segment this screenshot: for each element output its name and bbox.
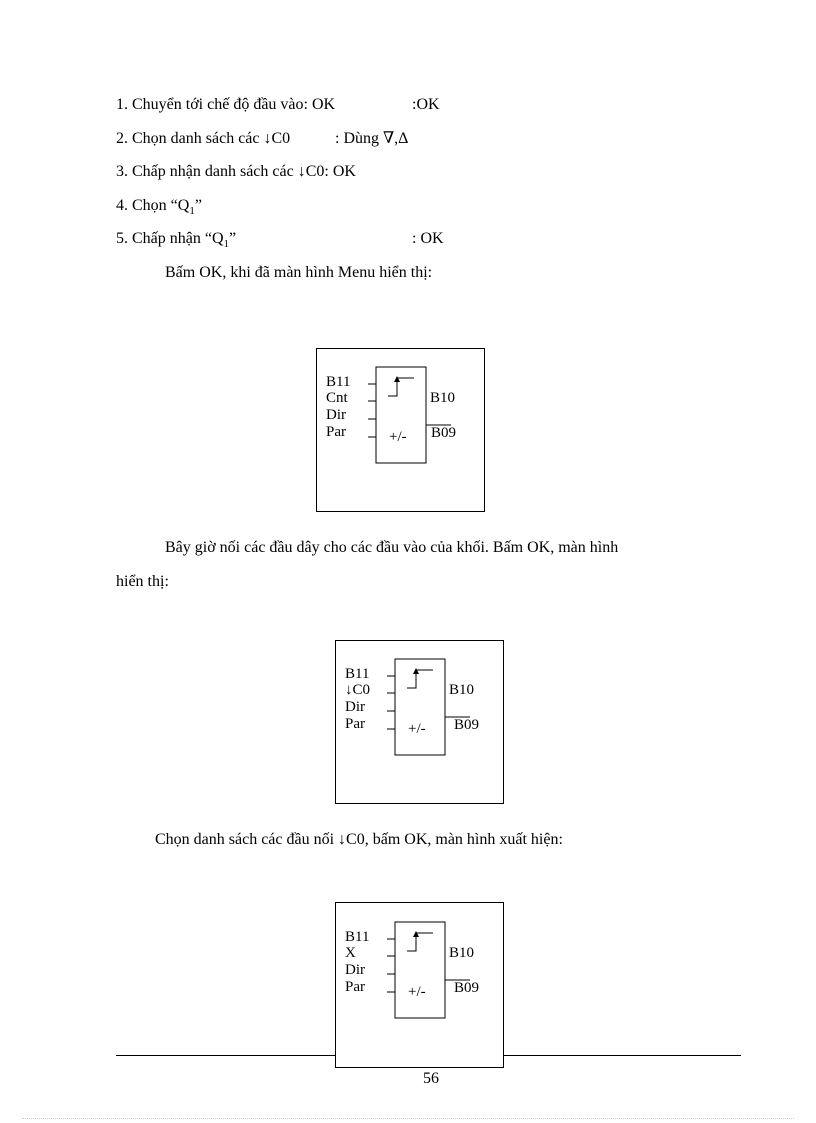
step-5-text-after: ”: [229, 230, 237, 247]
step-2-number: 2.: [116, 130, 128, 147]
screen-1-block-symbol: +/-: [389, 429, 407, 445]
paragraph-3: Chọn danh sách các đầu nối ↓C0, bấm OK, màn hình xuất hiện:: [155, 831, 563, 848]
step-5-text-before: Chấp nhận “Q: [132, 230, 224, 247]
screen-2-output-top: B10: [449, 682, 475, 698]
step-1: [116, 95, 440, 115]
screen-2-input-3: Dir: [345, 699, 365, 715]
screen-1-output-top: B10: [430, 390, 456, 406]
step-1-number: 1.: [116, 96, 128, 113]
paragraph-2-line-2: hiển thị:: [116, 573, 169, 590]
screen-3-input-1: B11: [345, 929, 370, 945]
screen-3-output-bottom: B09: [454, 980, 480, 996]
step-2-text: Chọn danh sách các ↓C0: [132, 130, 291, 147]
step-5-action: : OK: [412, 230, 444, 247]
step-5: [116, 229, 444, 254]
screen-3-input-4: Par: [345, 979, 365, 995]
screen-2-input-2: ↓C0: [345, 682, 371, 698]
screen-3-input-2: X: [345, 945, 356, 961]
step-4-text-before: Chọn “Q: [132, 197, 190, 214]
screen-3-input-3: Dir: [345, 962, 365, 978]
step-3-text: Chấp nhận danh sách các ↓C0: OK: [132, 163, 356, 180]
screen-1-input-2: Cnt: [326, 390, 348, 406]
step-5-number: 5.: [116, 230, 128, 247]
screen-2-output-bottom: B09: [454, 717, 480, 733]
paragraph-2-line-1: Bây giờ nối các đầu dây cho các đầu vào của khối. Bấm OK, màn hình: [165, 539, 619, 556]
step-1-text: Chuyển tới chế độ đầu vào: OK: [132, 96, 336, 113]
step-3-number: 3.: [116, 163, 128, 180]
step-3: [116, 162, 356, 182]
lcd-screen-2: [335, 640, 504, 804]
lcd-screen-3: [335, 902, 504, 1068]
paragraph-1: Bấm OK, khi đã màn hình Menu hiển thị:: [165, 264, 433, 281]
footer-rule-right: [503, 1055, 741, 1056]
screen-2-input-4: Par: [345, 716, 365, 732]
step-4-subscript: 1: [189, 205, 195, 218]
step-2: [116, 129, 409, 149]
screen-2-input-1: B11: [345, 666, 370, 682]
page-number: 56: [423, 1070, 439, 1087]
screen-1-input-3: Dir: [326, 407, 346, 423]
step-4: [116, 196, 202, 221]
screen-1-output-bottom: B09: [431, 425, 457, 441]
step-4-text-after: ”: [194, 197, 202, 214]
step-1-action: :OK: [412, 96, 440, 113]
step-4-number: 4.: [116, 197, 128, 214]
screen-1-input-1: B11: [326, 374, 351, 390]
screen-3-output-top: B10: [449, 945, 475, 961]
step-5-subscript: 1: [223, 238, 230, 251]
step-2-action: : Dùng ∇,Δ: [335, 130, 409, 147]
lcd-screen-1: [316, 348, 485, 512]
footer-rule-left: [116, 1055, 335, 1056]
screen-3-block-symbol: +/-: [408, 984, 426, 1000]
screen-1-input-4: Par: [326, 424, 346, 440]
page-edge-dotted-line: [22, 1118, 794, 1119]
screen-2-block-symbol: +/-: [408, 721, 426, 737]
